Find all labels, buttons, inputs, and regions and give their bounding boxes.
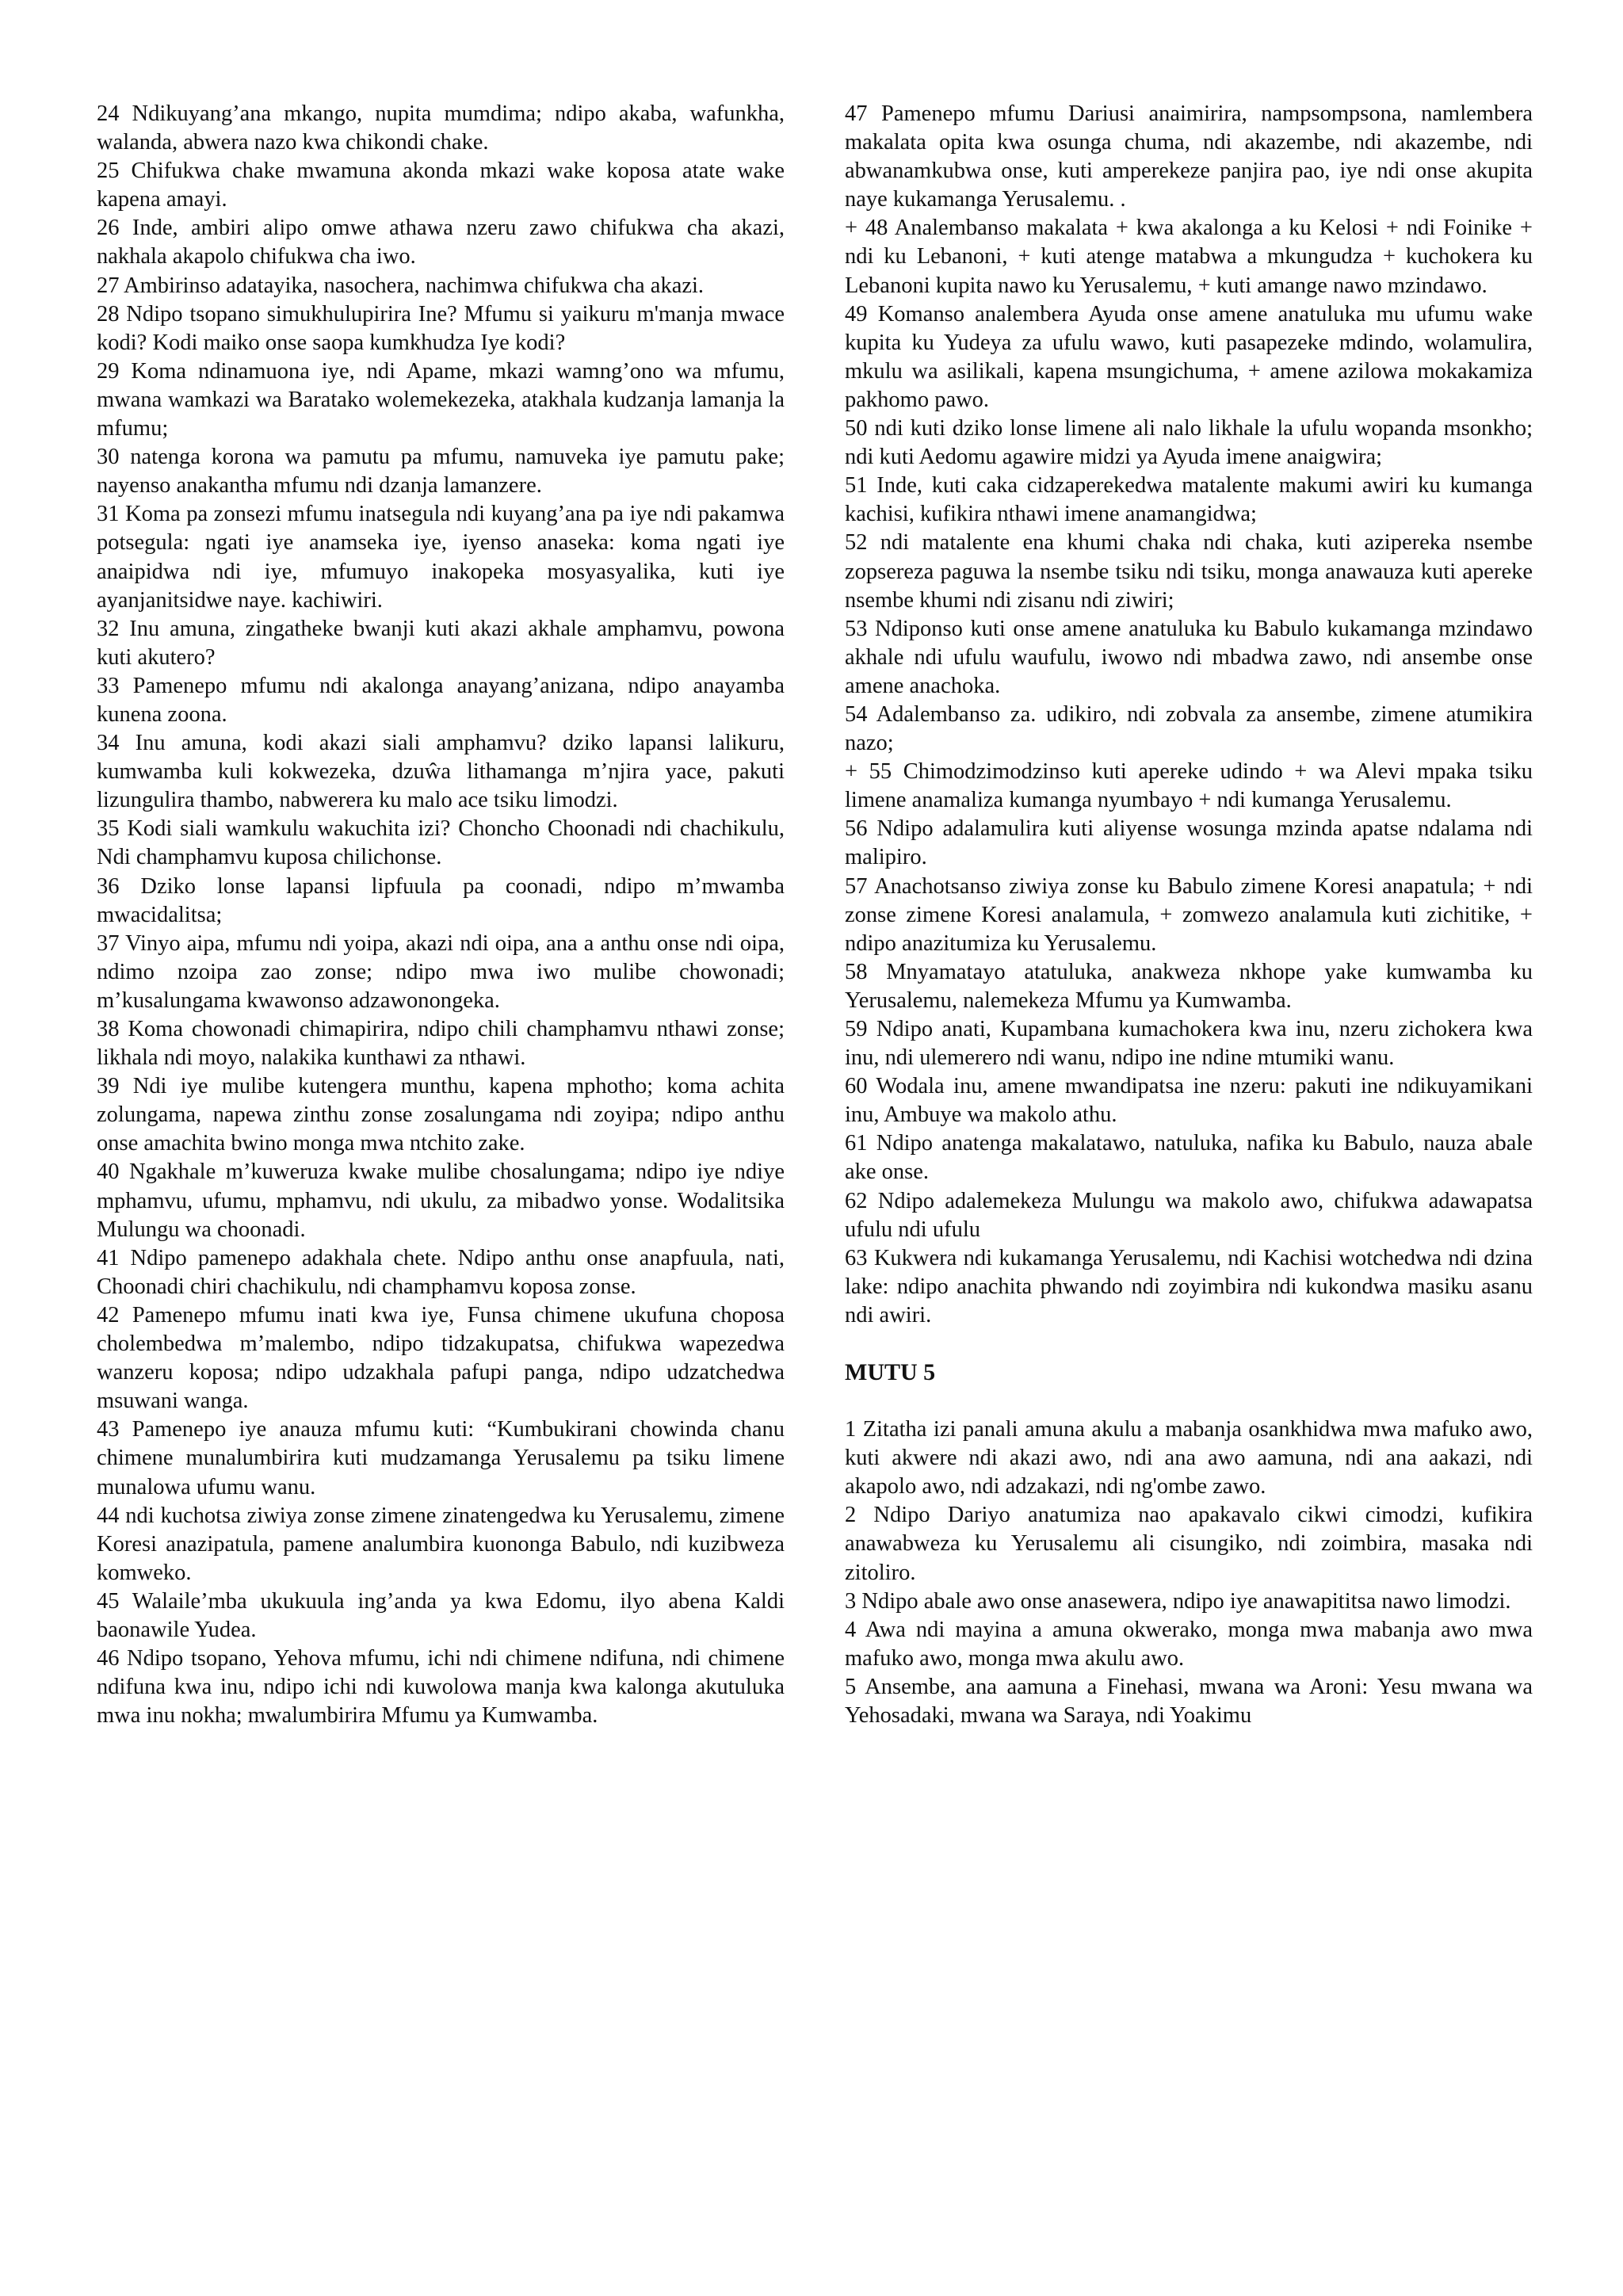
right-column xyxy=(845,100,1533,1730)
verse: 50 ndi kuti dziko lonse limene ali nalo likhale la ufulu wopanda msonkho; ndi kuti Aedomu agawire midzi ya Ayuda imene anaigwira; xyxy=(845,416,1533,470)
left-column xyxy=(97,100,785,1730)
verse: 43 Pamenepo iye anauza mfumu kuti: “Kumbukirani chowinda chanu chimene munalumbirira kuti mudzamanga Yerusalemu pa tsiku limene munalowa ufumu wanu. xyxy=(97,1417,785,1499)
verse: 49 Komanso analembera Ayuda onse amene anatuluka mu ufumu wake kupita ku Yudeya za ufulu wawo, kuti pasapezeke mdindo, wolamulira, mkulu wa asilikali, kapena msungichuma, + amene azilowa mokakamiza pakhomo pawo. xyxy=(845,301,1533,412)
verse: + 55 Chimodzimodzinso kuti apereke udindo + wa Alevi mpaka tsiku limene anamaliza kumanga nyumbayo + ndi kumanga Yerusalemu. xyxy=(845,759,1533,813)
verse: 34 Inu amuna, kodi akazi siali amphamvu? dziko lapansi lalikuru, kumwamba kuli kokwezeka, dzuŵa lithamanga m’njira yace, pakuti lizungulira thambo, nabwerera ku malo ace tsiku limodzi. xyxy=(97,731,785,813)
verse: 45 Walaile’mba ukukuula ing’anda ya kwa Edomu, ilyo abena Kaldi baonawile Yudea. xyxy=(97,1588,785,1642)
verse: 25 Chifukwa chake mwamuna akonda mkazi wake koposa atate wake kapena amayi. xyxy=(97,159,785,212)
verse: 47 Pamenepo mfumu Dariusi anaimirira, nampsompsona, namlembera makalata opita kwa osunga chuma, ndi akazembe, ndi akazembe, ndi abwanamkubwa onse, kuti amperekeze panjira pao, iye ndi onse akupita naye kukamanga Yerusalemu. . xyxy=(845,101,1533,212)
verse: 28 Ndipo tsopano simukhulupirira Ine? Mfumu si yaikuru m'manja mwace kodi? Kodi maiko onse saopa kumkhudza Iye kodi? xyxy=(97,301,785,355)
verse: 57 Anachotsanso ziwiya zonse ku Babulo zimene Koresi anapatula; + ndi zonse zimene Koresi analamula, + zomwezo analamula kuti zichitike, + ndipo anazitumiza ku Yerusalemu. xyxy=(845,873,1533,956)
verse: 42 Pamenepo mfumu inati kwa iye, Funsa chimene ukufuna choposa cholembedwa m’malembo, ndipo tidzakupatsa, chifukwa wapezedwa wanzeru koposa; ndipo udzakhala pafupi panga, ndipo udzatchedwa msuwani wanga. xyxy=(97,1302,785,1414)
verse: 35 Kodi siali wamkulu wakuchita izi? Choncho Choonadi ndi chachikulu, Ndi champhamvu kuposa chilichonse. xyxy=(97,816,785,870)
verse: 4 Awa ndi mayina a amuna okwerako, monga mwa mabanja awo mwa mafuko awo, monga mwa akulu awo. xyxy=(845,1617,1533,1671)
verse: 40 Ngakhale m’kuweruza kwake mulibe chosalungama; ndipo iye ndiye mphamvu, ufumu, mphamvu, ndi ukulu, za mibadwo yonse. Wodalitsika Mulungu wa choonadi. xyxy=(97,1159,785,1242)
verse: 63 Kukwera ndi kukamanga Yerusalemu, ndi Kachisi wotchedwa ndi dzina lake: ndipo anachita phwando ndi zoyimbira ndi kukondwa masiku asanu ndi awiri. xyxy=(845,1245,1533,1328)
verse: 52 ndi matalente ena khumi chaka ndi chaka, kuti azipereka nsembe zopsereza paguwa la nsembe tsiku ndi tsiku, monga anawauza kuti apereke nsembe khumi ndi zisanu ndi ziwiri; xyxy=(845,530,1533,613)
verse: 58 Mnyamatayo atatuluka, anakweza nkhope yake kumwamba ku Yerusalemu, nalemekeza Mfumu ya Kumwamba. xyxy=(845,959,1533,1013)
verse: 31 Koma pa zonsezi mfumu inatsegula ndi kuyang’ana pa iye ndi pakamwa potsegula: ngati iye anamseka iye, iyenso anaseka: koma ngati iye anaipidwa ndi iye, mfumuyo inakopeka mosyasyalika, kuti iye ayanjanitsidwe naye. kachiwiri. xyxy=(97,502,785,613)
verse: 62 Ndipo adalemekeza Mulungu wa makolo awo, chifukwa adawapatsa ufulu ndi ufulu xyxy=(845,1188,1533,1242)
verse: 46 Ndipo tsopano, Yehova mfumu, ichi ndi chimene ndifuna, ndi chimene ndifuna kwa inu, ndipo ichi ndi kuwolowa manja kwa kalonga akutuluka mwa inu nokha; mwalumbirira Mfumu ya Kumwamba. xyxy=(97,1646,785,1729)
verse: 59 Ndipo anati, Kupambana kumachokera kwa inu, nzeru zichokera kwa inu, ndi ulemerero ndi wanu, ndipo ine ndine mtumiki wanu. xyxy=(845,1017,1533,1071)
verse: + 48 Analembanso makalata + kwa akalonga a ku Kelosi + ndi Foinike + ndi ku Lebanoni, + kuti atenge matabwa a mkungudza + kuchokera ku Lebanoni kupita nawo ku Yerusalemu, + kuti amange nawo mzindawo. xyxy=(845,216,1533,298)
verse: 61 Ndipo anatenga makalatawo, natuluka, nafika ku Babulo, nauza abale ake onse. xyxy=(845,1131,1533,1185)
verse: 2 Ndipo Dariyo anatumiza nao apakavalo cikwi cimodzi, kufikira anawabweza ku Yerusalemu ali cisungiko, ndi zoimbira, masaka ndi zitoliro. xyxy=(845,1503,1533,1585)
verse: 32 Inu amuna, zingatheke bwanji kuti akazi akhale amphamvu, powona kuti akutero? xyxy=(97,616,785,670)
verse: 26 Inde, ambiri alipo omwe athawa nzeru zawo chifukwa cha akazi, nakhala akapolo chifukwa cha iwo. xyxy=(97,216,785,269)
verse: 44 ndi kuchotsa ziwiya zonse zimene zinatengedwa ku Yerusalemu, zimene Koresi anazipatula, pamene analumbira kuononga Babulo, ndi kuzibweza komweko. xyxy=(97,1503,785,1585)
verse: 51 Inde, kuti caka cidzaperekedwa matalente makumi awiri ku kumanga kachisi, kufikira nthawi imene anamangidwa; xyxy=(845,473,1533,527)
verse: 53 Ndiponso kuti onse amene anatuluka ku Babulo kukamanga mzindawo akhale ndi ufulu waufulu, iwowo ndi mbadwa zawo, ndi ansembe onse amene anachoka. xyxy=(845,616,1533,698)
chapter-heading: MUTU 5 xyxy=(845,1359,936,1386)
verse: 29 Koma ndinamuona iye, ndi Apame, mkazi wamng’ono wa mfumu, mwana wamkazi wa Baratako wolemekezeka, atakhala kudzanja lamanja la mfumu; xyxy=(97,358,785,441)
verse: 56 Ndipo adalamulira kuti aliyense wosunga mzinda apatse ndalama ndi malipiro. xyxy=(845,816,1533,870)
verse: 24 Ndikuyang’ana mkango, nupita mumdima; ndipo akaba, wafunkha, walanda, abwera nazo kwa chikondi chake. xyxy=(97,101,785,155)
verse: 36 Dziko lonse lapansi lipfuula pa coonadi, ndipo m’mwamba mwacidalitsa; xyxy=(97,873,785,927)
verse: 41 Ndipo pamenepo adakhala chete. Ndipo anthu onse anapfuula, nati, Choonadi chiri chachikulu, ndi champhamvu koposa zonse. xyxy=(97,1245,785,1299)
verse: 37 Vinyo aipa, mfumu ndi yoipa, akazi ndi oipa, ana a anthu onse ndi oipa, ndimo nzoipa zao zonse; ndipo mwa iwo mulibe chowonadi; m’kusalungama kwawonso adzawonongeka. xyxy=(97,930,785,1013)
verse: 38 Koma chowonadi chimapirira, ndipo chili champhamvu nthawi zonse; likhala ndi moyo, nalakika kunthawi za nthawi. xyxy=(97,1017,785,1071)
verse: 5 Ansembe, ana aamuna a Finehasi, mwana wa Aroni: Yesu mwana wa Yehosadaki, mwana wa Saraya, ndi Yoakimu xyxy=(845,1674,1533,1728)
verse: 27 Ambirinso adatayika, nasochera, nachimwa chifukwa cha akazi. xyxy=(97,273,705,298)
verse: 60 Wodala inu, amene mwandipatsa ine nzeru: pakuti ine ndikuyamikani inu, Ambuye wa makolo athu. xyxy=(845,1074,1533,1128)
verse: 39 Ndi iye mulibe kutengera munthu, kapena mphotho; koma achita zolungama, napewa zinthu zonse zosalungama ndi zoyipa; ndipo anthu onse amachita bwino monga mwa ntchito zake. xyxy=(97,1074,785,1156)
verse: 3 Ndipo abale awo onse anasewera, ndipo iye anawapititsa nawo limodzi. xyxy=(845,1588,1511,1614)
verse: 1 Zitatha izi panali amuna akulu a mabanja osankhidwa mwa mafuko awo, kuti akwere ndi akazi awo, ndi ana awo aamuna, ndi ana aakazi, ndi akapolo awo, ndi adzakazi, ndi ng'ombe zawo. xyxy=(845,1417,1533,1499)
verse: 33 Pamenepo mfumu ndi akalonga anayang’anizana, ndipo anayamba kunena zoona. xyxy=(97,673,785,727)
verse: 54 Adalembanso za. udikiro, ndi zobvala za ansembe, zimene atumikira nazo; xyxy=(845,701,1533,756)
verse: 30 natenga korona wa pamutu pa mfumu, namuveka iye pamutu pake; nayenso anakantha mfumu ndi dzanja lamanzere. xyxy=(97,445,785,499)
